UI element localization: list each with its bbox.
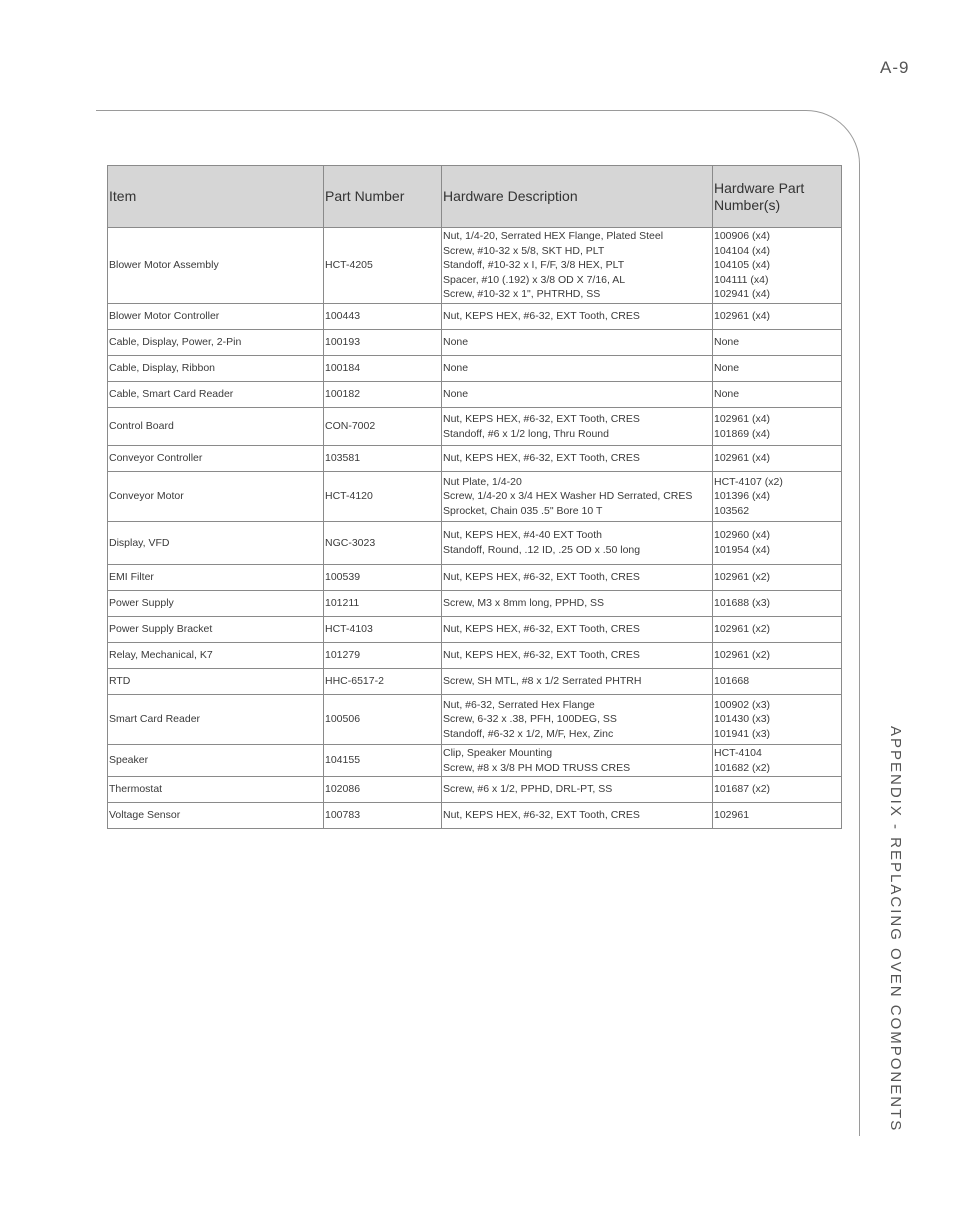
table-row — [108, 446, 842, 472]
table-row — [108, 669, 842, 695]
description-line: Screw, M3 x 8mm long, PPHD, SS — [443, 597, 605, 610]
cell-item: Relay, Mechanical, K7 — [108, 643, 324, 669]
header-hardware-description: Hardware Description — [442, 166, 713, 228]
hardware-part-line: None — [714, 336, 740, 349]
table-row — [108, 745, 842, 777]
cell-hardware-part-numbers — [713, 803, 842, 829]
cell-hardware-part-numbers — [713, 643, 842, 669]
hardware-part-line: 101869 (x4) — [714, 427, 771, 440]
cell-part-number: HCT-4205 — [324, 228, 442, 304]
description-line: Nut, KEPS HEX, #6-32, EXT Tooth, CRES — [443, 809, 640, 822]
hardware-parts-table — [107, 165, 842, 829]
cell-hardware-part-numbers — [713, 565, 842, 591]
description-line: Nut, KEPS HEX, #6-32, EXT Tooth, CRES — [443, 623, 640, 636]
cell-hardware-description — [442, 446, 713, 472]
cell-part-number: NGC-3023 — [324, 522, 442, 565]
cell-item: Speaker — [108, 745, 324, 777]
cell-hardware-description — [442, 669, 713, 695]
cell-hardware-description — [442, 617, 713, 643]
cell-hardware-description — [442, 591, 713, 617]
cell-hardware-part-numbers — [713, 382, 842, 408]
table-row — [108, 617, 842, 643]
header-part-number: Part Number — [324, 166, 442, 228]
table-row — [108, 643, 842, 669]
cell-hardware-description — [442, 643, 713, 669]
description-line: Standoff, #10-32 x I, F/F, 3/8 HEX, PLT — [443, 259, 625, 272]
side-section-title: APPENDIX - REPLACING OVEN COMPONENTS — [887, 726, 904, 1133]
cell-hardware-part-numbers — [713, 472, 842, 522]
hardware-part-line: 102961 (x4) — [714, 310, 771, 323]
cell-hardware-part-numbers — [713, 695, 842, 745]
cell-hardware-description — [442, 745, 713, 777]
hardware-part-line: 102961 (x4) — [714, 452, 771, 465]
cell-item: Cable, Smart Card Reader — [108, 382, 324, 408]
cell-hardware-description — [442, 356, 713, 382]
hardware-part-line: 102961 (x2) — [714, 623, 771, 636]
cell-part-number: 100184 — [324, 356, 442, 382]
cell-hardware-part-numbers — [713, 228, 842, 304]
hardware-part-line: 102961 (x4) — [714, 412, 771, 425]
cell-part-number: 100506 — [324, 695, 442, 745]
cell-item: Cable, Display, Ribbon — [108, 356, 324, 382]
hardware-part-line: 101954 (x4) — [714, 544, 771, 556]
table-row — [108, 695, 842, 745]
cell-item: Conveyor Controller — [108, 446, 324, 472]
cell-item: Blower Motor Controller — [108, 304, 324, 330]
cell-part-number: 103581 — [324, 446, 442, 472]
hardware-part-line: 101430 (x3) — [714, 713, 771, 726]
description-line: Nut, KEPS HEX, #6-32, EXT Tooth, CRES — [443, 571, 640, 584]
hardware-part-line: 101687 (x2) — [714, 783, 771, 796]
cell-hardware-description — [442, 565, 713, 591]
cell-item: Display, VFD — [108, 522, 324, 565]
cell-hardware-description — [442, 472, 713, 522]
cell-item: Conveyor Motor — [108, 472, 324, 522]
cell-part-number: 102086 — [324, 777, 442, 803]
cell-part-number: 101211 — [324, 591, 442, 617]
hardware-part-line: 102961 (x2) — [714, 571, 771, 584]
cell-part-number: HHC-6517-2 — [324, 669, 442, 695]
cell-hardware-part-numbers — [713, 745, 842, 777]
cell-item: Smart Card Reader — [108, 695, 324, 745]
cell-hardware-description — [442, 522, 713, 565]
cell-hardware-part-numbers — [713, 522, 842, 565]
hardware-part-line: None — [714, 362, 740, 375]
cell-hardware-description — [442, 330, 713, 356]
cell-item: Blower Motor Assembly — [108, 228, 324, 304]
cell-hardware-description — [442, 695, 713, 745]
table-row — [108, 472, 842, 522]
description-line: Spacer, #10 (.192) x 3/8 OD X 7/16, AL — [443, 273, 626, 286]
hardware-part-line: 100902 (x3) — [714, 698, 771, 711]
cell-part-number: 104155 — [324, 745, 442, 777]
description-line: Clip, Speaker Mounting — [443, 746, 553, 759]
hardware-part-line: 104105 (x4) — [714, 259, 771, 272]
cell-item: EMI Filter — [108, 565, 324, 591]
hardware-part-line: 104104 (x4) — [714, 244, 771, 257]
hardware-part-line: 102961 (x2) — [714, 649, 771, 662]
description-line: Standoff, #6-32 x 1/2, M/F, Hex, Zinc — [443, 727, 614, 740]
description-line: Screw, SH MTL, #8 x 1/2 Serrated PHTRH — [443, 675, 642, 688]
cell-part-number: 100783 — [324, 803, 442, 829]
cell-hardware-description — [442, 382, 713, 408]
hardware-part-line: 102960 (x4) — [714, 529, 771, 542]
cell-hardware-description — [442, 228, 713, 304]
description-line: Screw, 1/4-20 x 3/4 HEX Washer HD Serrated, CRES — [443, 490, 693, 503]
table-body — [108, 228, 842, 829]
description-line: Nut, KEPS HEX, #6-32, EXT Tooth, CRES — [443, 412, 640, 425]
description-line: Nut, KEPS HEX, #6-32, EXT Tooth, CRES — [443, 310, 640, 323]
cell-item: Thermostat — [108, 777, 324, 803]
cell-item: Power Supply Bracket — [108, 617, 324, 643]
cell-item: RTD — [108, 669, 324, 695]
hardware-part-line: 101682 (x2) — [714, 761, 771, 774]
header-item: Item — [108, 166, 324, 228]
hardware-part-line: HCT-4104 — [714, 746, 762, 759]
table-header-row — [108, 166, 842, 228]
hardware-part-line: 101941 (x3) — [714, 727, 771, 740]
cell-hardware-part-numbers — [713, 304, 842, 330]
hardware-part-line: 103562 — [714, 504, 750, 517]
cell-hardware-description — [442, 304, 713, 330]
description-line: Nut, KEPS HEX, #6-32, EXT Tooth, CRES — [443, 649, 640, 662]
page-number: A-9 — [880, 58, 910, 77]
hardware-part-line: 101688 (x3) — [714, 597, 771, 610]
cell-part-number: 100539 — [324, 565, 442, 591]
cell-item: Control Board — [108, 408, 324, 446]
hardware-part-line: None — [714, 388, 740, 401]
cell-hardware-part-numbers — [713, 446, 842, 472]
table-row — [108, 803, 842, 829]
cell-hardware-part-numbers — [713, 669, 842, 695]
description-line: Nut, KEPS HEX, #6-32, EXT Tooth, CRES — [443, 452, 640, 465]
hardware-part-line: 101396 (x4) — [714, 490, 771, 503]
cell-hardware-part-numbers — [713, 777, 842, 803]
description-line: Screw, 6-32 x .38, PFH, 100DEG, SS — [443, 713, 617, 726]
table-row — [108, 591, 842, 617]
cell-part-number: 101279 — [324, 643, 442, 669]
description-line: Sprocket, Chain 035 .5" Bore 10 T — [443, 504, 603, 517]
description-line: None — [443, 336, 469, 349]
table-row — [108, 777, 842, 803]
cell-item: Power Supply — [108, 591, 324, 617]
description-line: Screw, #8 x 3/8 PH MOD TRUSS CRES — [443, 761, 631, 774]
description-line: Nut Plate, 1/4-20 — [443, 475, 522, 488]
table-row — [108, 565, 842, 591]
table-row — [108, 330, 842, 356]
table-row — [108, 522, 842, 565]
description-line: Nut, #6-32, Serrated Hex Flange — [443, 698, 595, 711]
description-line: None — [443, 362, 469, 375]
cell-hardware-part-numbers — [713, 330, 842, 356]
description-line: Screw, #6 x 1/2, PPHD, DRL-PT, SS — [443, 783, 613, 796]
cell-hardware-description — [442, 408, 713, 446]
hardware-part-line: 102941 (x4) — [714, 288, 771, 301]
cell-hardware-part-numbers — [713, 356, 842, 382]
hardware-part-line: 100906 (x4) — [714, 230, 771, 243]
cell-part-number: CON-7002 — [324, 408, 442, 446]
cell-item: Cable, Display, Power, 2-Pin — [108, 330, 324, 356]
table-row — [108, 304, 842, 330]
description-line: Standoff, #6 x 1/2 long, Thru Round — [443, 427, 609, 440]
cell-item: Voltage Sensor — [108, 803, 324, 829]
cell-hardware-part-numbers — [713, 617, 842, 643]
description-line: None — [443, 388, 469, 401]
hardware-part-line: 101668 — [714, 675, 750, 688]
table-row — [108, 356, 842, 382]
hardware-part-line: 104111 (x4) — [714, 273, 769, 286]
cell-hardware-part-numbers — [713, 408, 842, 446]
cell-part-number: 100182 — [324, 382, 442, 408]
cell-part-number: 100193 — [324, 330, 442, 356]
cell-hardware-part-numbers — [713, 591, 842, 617]
description-line: Nut, 1/4-20, Serrated HEX Flange, Plated Steel — [443, 230, 664, 243]
description-line: Screw, #10-32 x 1", PHTRHD, SS — [443, 288, 601, 301]
cell-part-number: HCT-4103 — [324, 617, 442, 643]
table-row — [108, 228, 842, 304]
description-line: Nut, KEPS HEX, #4-40 EXT Tooth — [443, 529, 602, 542]
table-row — [108, 408, 842, 446]
cell-part-number: HCT-4120 — [324, 472, 442, 522]
description-line: Standoff, Round, .12 ID, .25 OD x .50 long — [443, 544, 641, 556]
hardware-part-line: 102961 — [714, 809, 750, 822]
table-row — [108, 382, 842, 408]
cell-hardware-description — [442, 803, 713, 829]
cell-part-number: 100443 — [324, 304, 442, 330]
description-line: Screw, #10-32 x 5/8, SKT HD, PLT — [443, 244, 605, 257]
header-hardware-part-numbers: Hardware Part Number(s) — [713, 166, 842, 228]
cell-hardware-description — [442, 777, 713, 803]
hardware-part-line: HCT-4107 (x2) — [714, 475, 783, 488]
